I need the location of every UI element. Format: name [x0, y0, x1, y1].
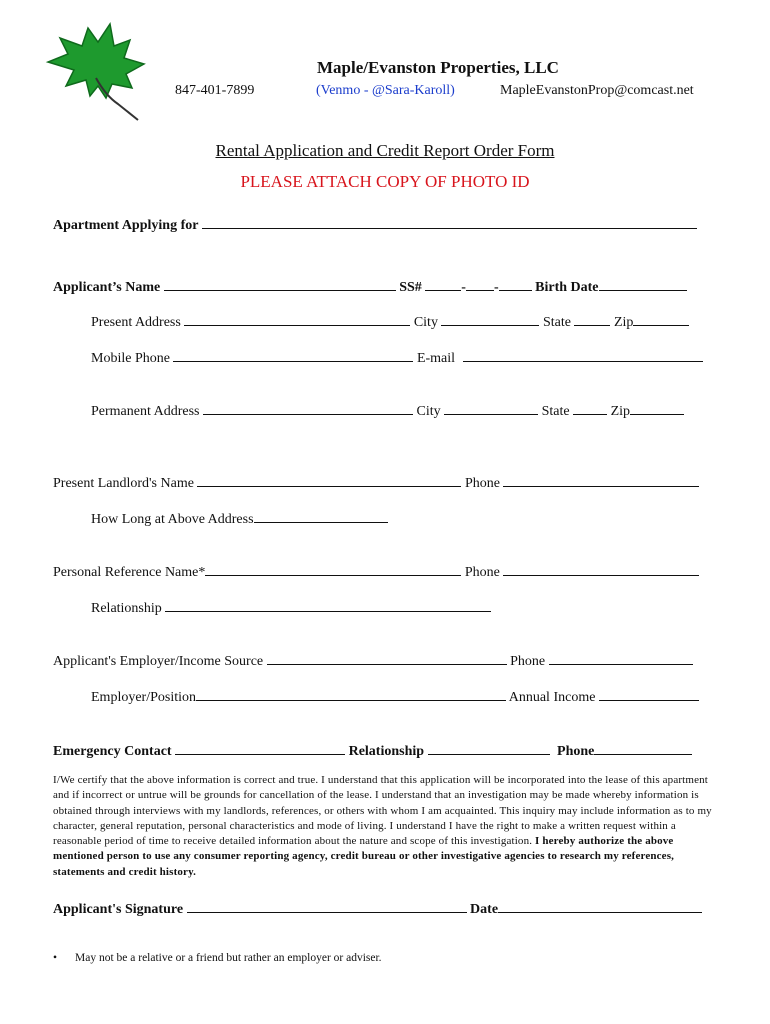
ss-field-1[interactable]	[425, 276, 461, 291]
applicant-name-field[interactable]	[164, 276, 396, 291]
employer-phone-field[interactable]	[549, 650, 693, 665]
photo-id-notice: PLEASE ATTACH COPY OF PHOTO ID	[240, 172, 530, 191]
applicant-name-row: Applicant’s Name SS# - - Birth Date	[53, 276, 687, 296]
email-field[interactable]	[463, 347, 703, 362]
landlord-phone-field[interactable]	[503, 472, 699, 487]
present-zip-field[interactable]	[633, 311, 689, 326]
date-field[interactable]	[498, 898, 702, 913]
birth-date-field[interactable]	[599, 276, 687, 291]
apartment-field[interactable]	[202, 214, 697, 229]
position-field[interactable]	[196, 686, 506, 701]
permanent-zip-field[interactable]	[630, 400, 684, 415]
venmo-handle: (Venmo - @Sara-Karoll)	[316, 83, 455, 98]
present-state-field[interactable]	[574, 311, 610, 326]
emergency-relationship-field[interactable]	[428, 740, 550, 755]
bullet-icon: •	[53, 952, 58, 964]
present-address-field[interactable]	[184, 311, 410, 326]
form-title: Rental Application and Credit Report Order Form	[215, 141, 555, 160]
company-phone: 847-401-7899	[175, 83, 255, 98]
landlord-name-field[interactable]	[197, 472, 461, 487]
signature-field[interactable]	[187, 898, 467, 913]
position-row: Employer/Position Annual Income	[91, 686, 699, 706]
permanent-address-row: Permanent Address City State Zip	[91, 400, 684, 420]
how-long-row: How Long at Above Address	[91, 508, 388, 528]
emergency-row: Emergency Contact Relationship Phone	[53, 740, 692, 760]
reference-row: Personal Reference Name* Phone	[53, 561, 699, 581]
signature-row: Applicant's Signature Date	[53, 898, 702, 918]
reference-phone-field[interactable]	[503, 561, 699, 576]
mobile-phone-field[interactable]	[173, 347, 413, 362]
certification-paragraph: I/We certify that the above information is correct and true. I understand that this application will be incorporated into the lease of this apartment and if incorrect or untrue will be grounds for cancellation of the lease. I understand that an investigation may be made whereby information is obtained through interviews with my landlords, references, or others with whom I am acquainted. This inquiry may include information as to my character, general reputation, personal characteristics and mode of living. I understand I have the right to make a written request within a reasonable period of time to receive detailed information about the nature and scope of this investigation. I hereby authorize the above mentioned person to use any consumer reporting agency, credit bureau or other investigative agencies to research my references, statements and credit history.	[53, 774, 712, 878]
permanent-address-field[interactable]	[203, 400, 413, 415]
authorization-statement: I hereby authorize the above mentioned person to use any consumer reporting agency, credit bureau or other investigative agencies to research my references, statements and credit history.	[53, 835, 675, 878]
landlord-row: Present Landlord's Name Phone	[53, 472, 699, 492]
company-name: Maple/Evanston Properties, LLC	[317, 58, 559, 77]
employer-row: Applicant's Employer/Income Source Phone	[53, 650, 693, 670]
reference-relationship-field[interactable]	[165, 597, 491, 612]
present-address-row: Present Address City State Zip	[91, 311, 689, 331]
footnote: • May not be a relative or a friend but rather an employer or adviser.	[53, 952, 382, 964]
how-long-field[interactable]	[254, 508, 388, 523]
apartment-row: Apartment Applying for	[53, 214, 697, 234]
relationship-row: Relationship	[91, 597, 491, 617]
annual-income-field[interactable]	[599, 686, 699, 701]
ss-field-2[interactable]	[466, 276, 494, 291]
mobile-row: Mobile Phone E-mail	[91, 347, 703, 367]
ss-field-3[interactable]	[499, 276, 532, 291]
employer-field[interactable]	[267, 650, 507, 665]
reference-name-field[interactable]	[205, 561, 461, 576]
company-email: MapleEvanstonProp@comcast.net	[500, 83, 694, 98]
maple-leaf-logo	[40, 16, 150, 126]
emergency-phone-field[interactable]	[594, 740, 692, 755]
permanent-city-field[interactable]	[444, 400, 538, 415]
emergency-contact-field[interactable]	[175, 740, 345, 755]
permanent-state-field[interactable]	[573, 400, 607, 415]
present-city-field[interactable]	[441, 311, 539, 326]
